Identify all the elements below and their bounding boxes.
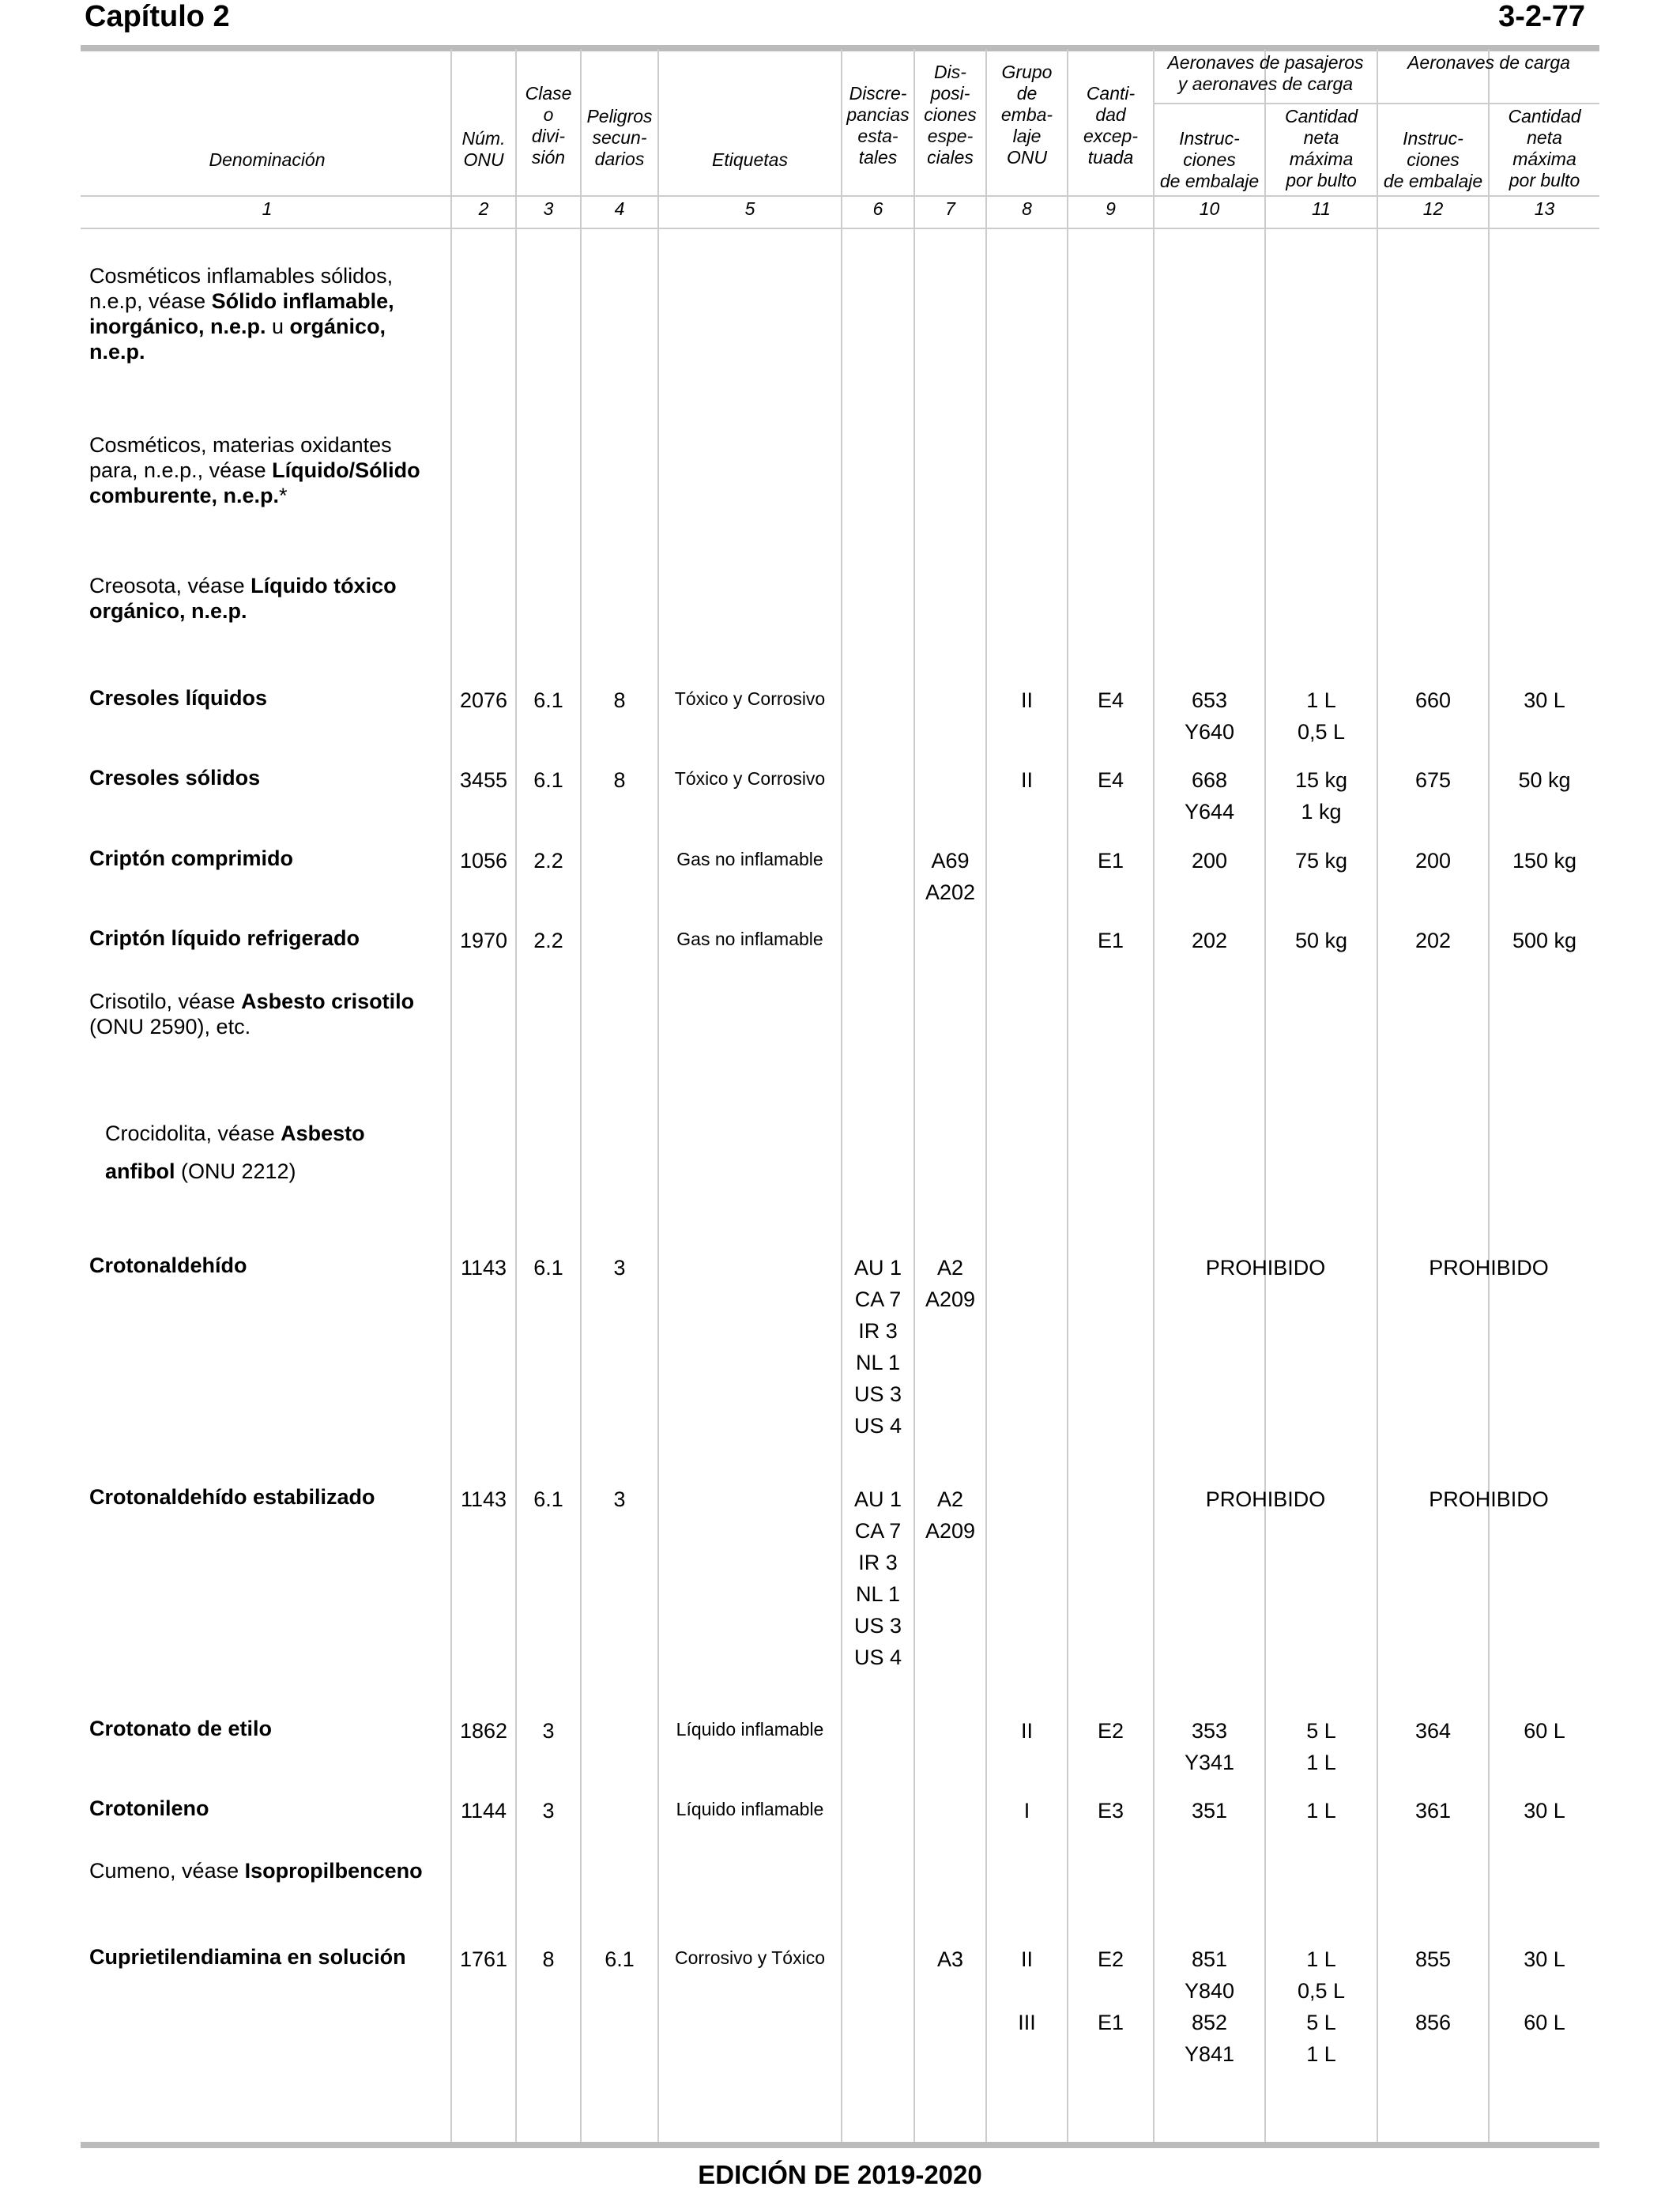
cell-instr-carga: 675 [1414, 768, 1452, 792]
cell-carga-prohibido: PROHIBIDO [1429, 1256, 1549, 1280]
cell-clase: 6.1 [533, 768, 563, 792]
cell-cant-carga: 50 kg [1518, 768, 1571, 792]
header-peligros: Peligros secun- darios [586, 106, 653, 169]
column-divider [1153, 49, 1155, 2142]
cell-grupo: II [1020, 1719, 1033, 1743]
cell-pasajeros-prohibido: PROHIBIDO [1205, 1256, 1326, 1280]
cell-disposiciones: A69 A202 [925, 849, 976, 904]
cell-cant-pax: 1 L 0,5 L 5 L 1 L [1297, 1947, 1346, 2066]
cell-etiquetas: Tóxico y Corrosivo [674, 768, 826, 789]
cell-instr-carga: 660 [1414, 688, 1452, 712]
cell-instr-carga: 200 [1414, 849, 1452, 873]
entry-crocidolita: Crocidolita, véase Asbesto anfibol (ONU 2212) [105, 1122, 365, 1183]
header-grupo-embalaje: Grupo de emba- laje ONU [1000, 62, 1053, 168]
cell-instr-pax: 653 Y640 [1184, 688, 1235, 744]
header-cantidad-carga: Cantidad neta máxima por bulto [1508, 106, 1581, 190]
column-number: 9 [1106, 198, 1116, 219]
cell-instr-pax: 202 [1191, 929, 1228, 952]
header-cantidad-pax: Cantidad neta máxima por bulto [1284, 106, 1358, 190]
cell-cant-carga: 150 kg [1512, 849, 1577, 873]
cell-clase: 3 [542, 1719, 555, 1743]
cell-cant-pax: 1 L 0,5 L [1297, 688, 1346, 744]
cell-clase: 8 [542, 1947, 555, 1971]
entry-name: Crotonaldehído estabilizado [89, 1485, 375, 1509]
column-divider [1067, 49, 1068, 2142]
cell-secundarios: 3 [613, 1256, 626, 1280]
cell-instr-pax: 200 [1191, 849, 1228, 873]
cell-cant-carga: 500 kg [1512, 929, 1577, 952]
cell-instr-pax: 353 Y341 [1184, 1719, 1235, 1774]
header-num-onu: Núm. ONU [461, 128, 506, 170]
header-clase: Clase o divi- sión [525, 83, 572, 168]
cell-onu: 1970 [459, 929, 508, 952]
cell-cant-carga: 30 L [1524, 688, 1565, 712]
number-rule [81, 228, 1599, 229]
cell-cant-carga: 30 L [1524, 1799, 1565, 1823]
header-etiquetas: Etiquetas [712, 149, 788, 170]
cell-grupo: I [1023, 1799, 1030, 1823]
cell-cant-pax: 50 kg [1294, 929, 1348, 952]
column-divider [1488, 49, 1490, 2142]
cell-onu: 2076 [459, 688, 508, 712]
cell-instr-pax: 668 Y644 [1184, 768, 1235, 824]
cell-clase: 2.2 [533, 929, 563, 952]
header-carga: Aeronaves de carga [1407, 52, 1570, 73]
column-number: 10 [1199, 198, 1220, 219]
top-rule [81, 45, 1599, 51]
column-divider [913, 49, 915, 2142]
cell-clase: 3 [542, 1799, 555, 1823]
header-instrucciones-carga: Instruc- ciones de embalaje [1383, 128, 1483, 191]
cell-onu: 1862 [459, 1719, 508, 1743]
column-number: 12 [1422, 198, 1444, 219]
cell-cant-pax: 5 L 1 L [1306, 1719, 1336, 1774]
header-subrule [1153, 103, 1599, 104]
cell-etiquetas: Gas no inflamable [676, 929, 823, 949]
cell-etiquetas: Corrosivo y Tóxico [674, 1947, 826, 1968]
entry-cosmeticos-oxidantes: Cosméticos, materias oxidantes para, n.e.p., véase Líquido/Sólido comburente, n.e.p.* [89, 433, 420, 507]
cell-exceptuada: E1 [1097, 849, 1124, 873]
cell-etiquetas: Tóxico y Corrosivo [674, 688, 826, 709]
cell-etiquetas: Gas no inflamable [676, 849, 823, 869]
column-divider [985, 49, 987, 2142]
column-number: 4 [614, 198, 625, 219]
entry-name: Cresoles líquidos [89, 686, 268, 710]
cell-exceptuada: E4 [1097, 768, 1124, 792]
cell-secundarios: 3 [613, 1487, 626, 1511]
cell-discrepancias: AU 1 CA 7 IR 3 NL 1 US 3 US 4 [853, 1256, 902, 1438]
column-number: 6 [872, 198, 883, 219]
column-divider [1377, 49, 1378, 2142]
column-number: 13 [1534, 198, 1555, 219]
cell-grupo: II [1020, 768, 1033, 792]
cell-instr-carga: 855 856 [1414, 1947, 1452, 2034]
cell-exceptuada: E2 [1097, 1719, 1124, 1743]
cell-instr-carga: 202 [1414, 929, 1452, 952]
column-divider [515, 49, 517, 2142]
cell-cant-pax: 1 L [1306, 1799, 1336, 1823]
cell-pasajeros-prohibido: PROHIBIDO [1205, 1487, 1326, 1511]
header-cantidad-exceptuada: Canti- dad excep- tuada [1083, 83, 1139, 168]
entry-name: Cuprietilendiamina en solución [89, 1945, 406, 1969]
header-disposiciones: Dis- posi- ciones espe- ciales [924, 62, 977, 168]
column-divider [657, 49, 659, 2142]
cell-discrepancias: AU 1 CA 7 IR 3 NL 1 US 3 US 4 [853, 1487, 902, 1669]
cell-exceptuada: E1 [1097, 929, 1124, 952]
entry-name: Criptón líquido refrigerado [89, 926, 360, 950]
cell-instr-pax: 351 [1191, 1799, 1228, 1823]
cell-carga-prohibido: PROHIBIDO [1429, 1487, 1549, 1511]
page-number: 3-2-77 [1498, 0, 1585, 33]
cell-onu: 1761 [459, 1947, 508, 1971]
cell-disposiciones: A2 A209 [925, 1256, 976, 1311]
edition-footer: EDICIÓN DE 2019-2020 [698, 2160, 982, 2189]
cell-instr-carga: 361 [1414, 1799, 1452, 1823]
cell-instr-pax: 851 Y840 852 Y841 [1184, 1947, 1235, 2066]
cell-secundarios: 8 [613, 688, 626, 712]
cell-grupo: II [1020, 688, 1033, 712]
cell-exceptuada: E3 [1097, 1799, 1124, 1823]
cell-instr-carga: 364 [1414, 1719, 1452, 1743]
header-instrucciones-pax: Instruc- ciones de embalaje [1159, 128, 1260, 191]
cell-onu: 1056 [459, 849, 508, 873]
cell-clase: 6.1 [533, 1256, 563, 1280]
header-pasajeros: Aeronaves de pasajeros y aeronaves de carga [1167, 52, 1364, 94]
column-divider [450, 49, 452, 2142]
column-divider [580, 49, 582, 2142]
entry-name: Criptón comprimido [89, 846, 293, 870]
cell-disposiciones: A3 [936, 1947, 964, 1971]
cell-clase: 2.2 [533, 849, 563, 873]
cell-onu: 1144 [460, 1799, 507, 1823]
cell-grupo: II III [1018, 1947, 1036, 2034]
column-divider [1264, 49, 1266, 2142]
cell-onu: 3455 [459, 768, 508, 792]
cell-exceptuada: E2 E1 [1097, 1947, 1124, 2034]
cell-etiquetas: Líquido inflamable [676, 1719, 824, 1740]
entry-name: Cresoles sólidos [89, 766, 261, 790]
column-number: 7 [945, 198, 955, 219]
bottom-rule [81, 2142, 1599, 2148]
cell-cant-pax: 15 kg 1 kg [1294, 768, 1348, 824]
cell-cant-carga: 60 L [1524, 1719, 1565, 1743]
cell-clase: 6.1 [533, 688, 563, 712]
entry-name: Crotonileno [89, 1796, 209, 1820]
cell-onu: 1143 [460, 1487, 507, 1511]
cell-clase: 6.1 [533, 1487, 563, 1511]
header-rule [81, 195, 1599, 197]
column-number: 8 [1022, 198, 1032, 219]
column-number: 3 [543, 198, 554, 219]
cell-secundarios: 6.1 [605, 1947, 635, 1971]
column-number: 11 [1312, 198, 1331, 219]
entry-cosmeticos-inflamables: Cosméticos inflamables sólidos, n.e.p, véase Sólido inflamable, inorgánico, n.e.p. u orgánico, n.e.p. [89, 264, 394, 364]
entry-creosota: Creosota, véase Líquido tóxico orgánico, n.e.p. [89, 574, 397, 623]
entry-cumeno: Cumeno, véase Isopropilbenceno [89, 1859, 423, 1883]
cell-exceptuada: E4 [1097, 688, 1124, 712]
cell-secundarios: 8 [613, 768, 626, 792]
entry-crisotilo: Crisotilo, véase Asbesto crisotilo (ONU 2590), etc. [89, 990, 415, 1039]
cell-onu: 1143 [460, 1256, 507, 1280]
column-number: 1 [262, 198, 273, 219]
cell-cant-pax: 75 kg [1294, 849, 1348, 873]
column-number: 2 [478, 198, 489, 219]
column-number: 5 [744, 198, 755, 219]
header-discrepancias: Discre- pancias esta- tales [846, 83, 910, 168]
cell-etiquetas: Líquido inflamable [676, 1799, 824, 1819]
cell-disposiciones: A2 A209 [925, 1487, 976, 1543]
column-divider [841, 49, 842, 2142]
entry-name: Crotonaldehído [89, 1253, 247, 1277]
header-denominacion: Denominación [209, 149, 326, 170]
entry-name: Crotonato de etilo [89, 1717, 272, 1740]
chapter-title: Capítulo 2 [85, 0, 230, 33]
cell-cant-carga: 30 L 60 L [1524, 1947, 1565, 2034]
